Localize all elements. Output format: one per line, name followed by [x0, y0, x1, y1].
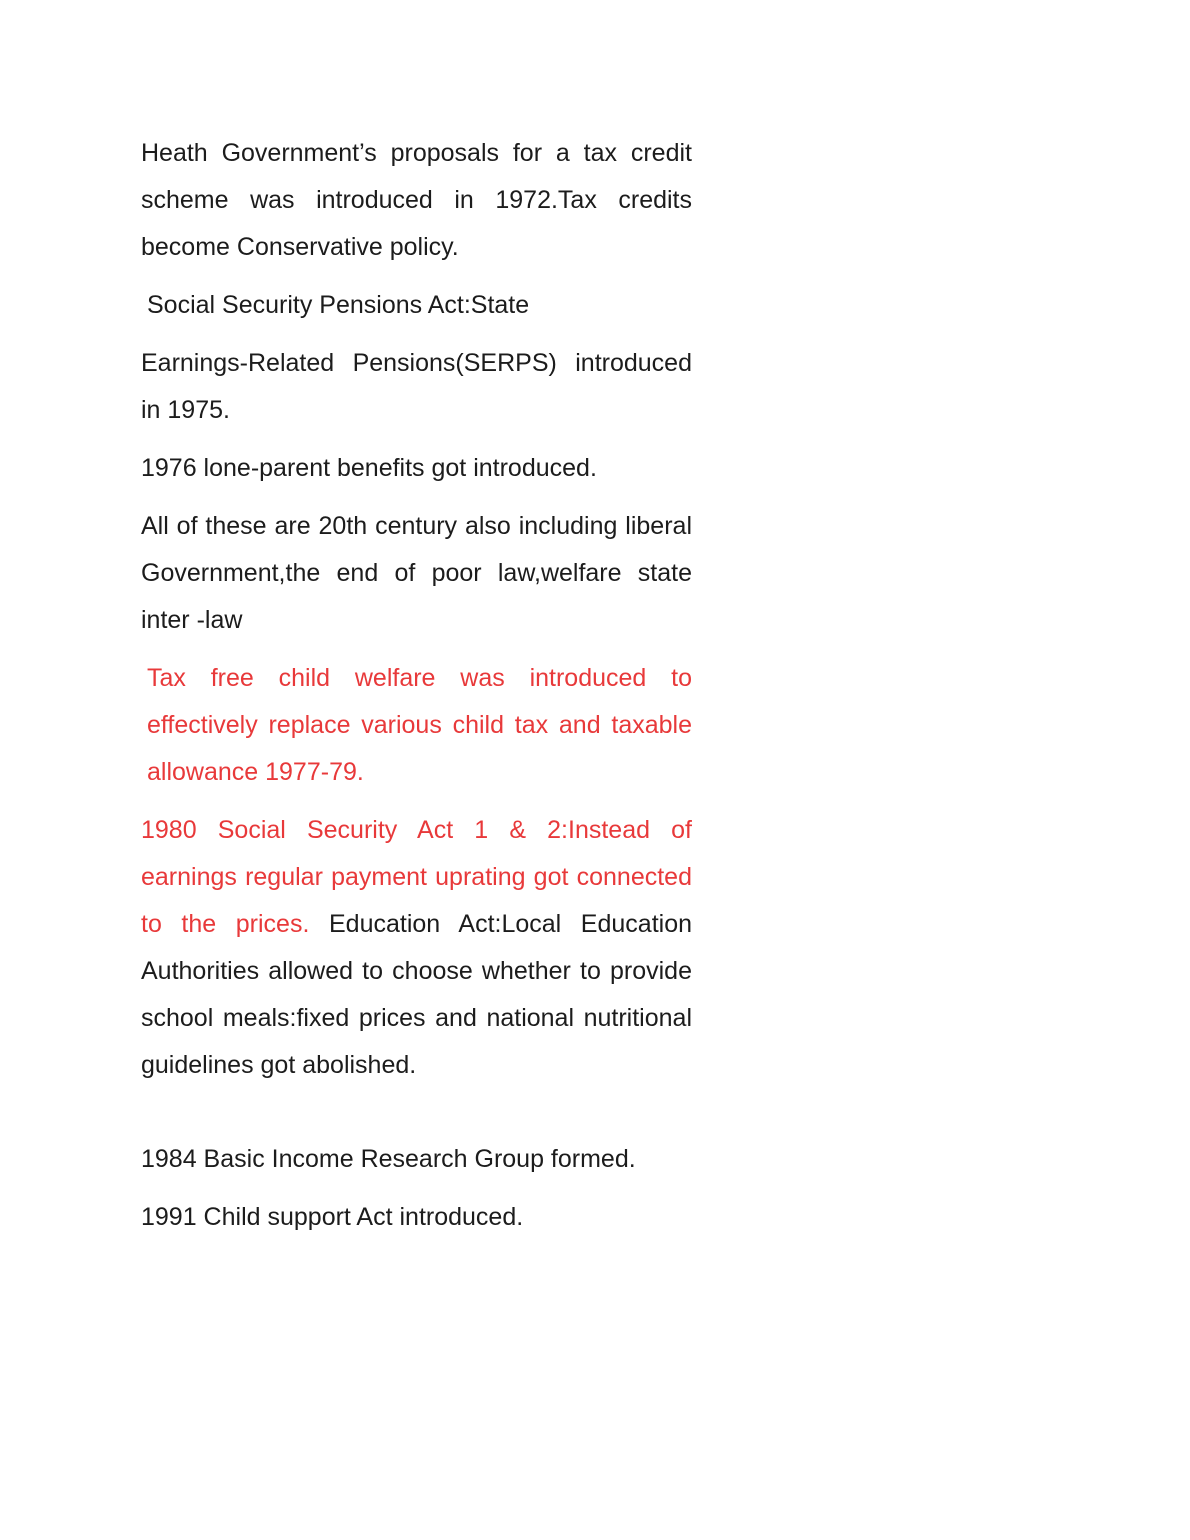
paragraph-tax-credit-scheme: Heath Government’s proposals for a tax credit scheme was introduced in 1972.Tax credits become Conservative policy.: [141, 139, 692, 261]
text-education-act: Education Act:Local Education Authorities allowed to choose whether to provide school meals:fixed prices and national nutritional guidelines got abolished.: [141, 910, 693, 1079]
text-column: [141, 130, 692, 1252]
paragraph-lone-parent: 1976 lone-parent benefits got introduced.: [141, 454, 597, 482]
paragraph-child-welfare: Tax free child welfare was introduced to effectively replace various child tax and taxable allowance 1977-79.: [147, 664, 692, 786]
paragraph-pensions-act: Social Security Pensions Act:State: [147, 291, 530, 319]
highlighted-text-social-security-act: 1980 Social Security Act 1 & 2:Instead of earnings regular payment uprating got connected to the prices.: [141, 816, 692, 938]
paragraph-social-security-1980: [141, 807, 692, 1089]
paragraph-serps: Earnings-Related Pensions(SERPS) introduced in 1975.: [141, 349, 692, 424]
paragraph-child-support: 1991 Child support Act introduced.: [141, 1203, 524, 1231]
paragraph-20th-century: All of these are 20th century also including liberal Government,the end of poor law,welfare state inter -law: [141, 512, 692, 634]
paragraph-basic-income: 1984 Basic Income Research Group formed.: [141, 1145, 636, 1173]
